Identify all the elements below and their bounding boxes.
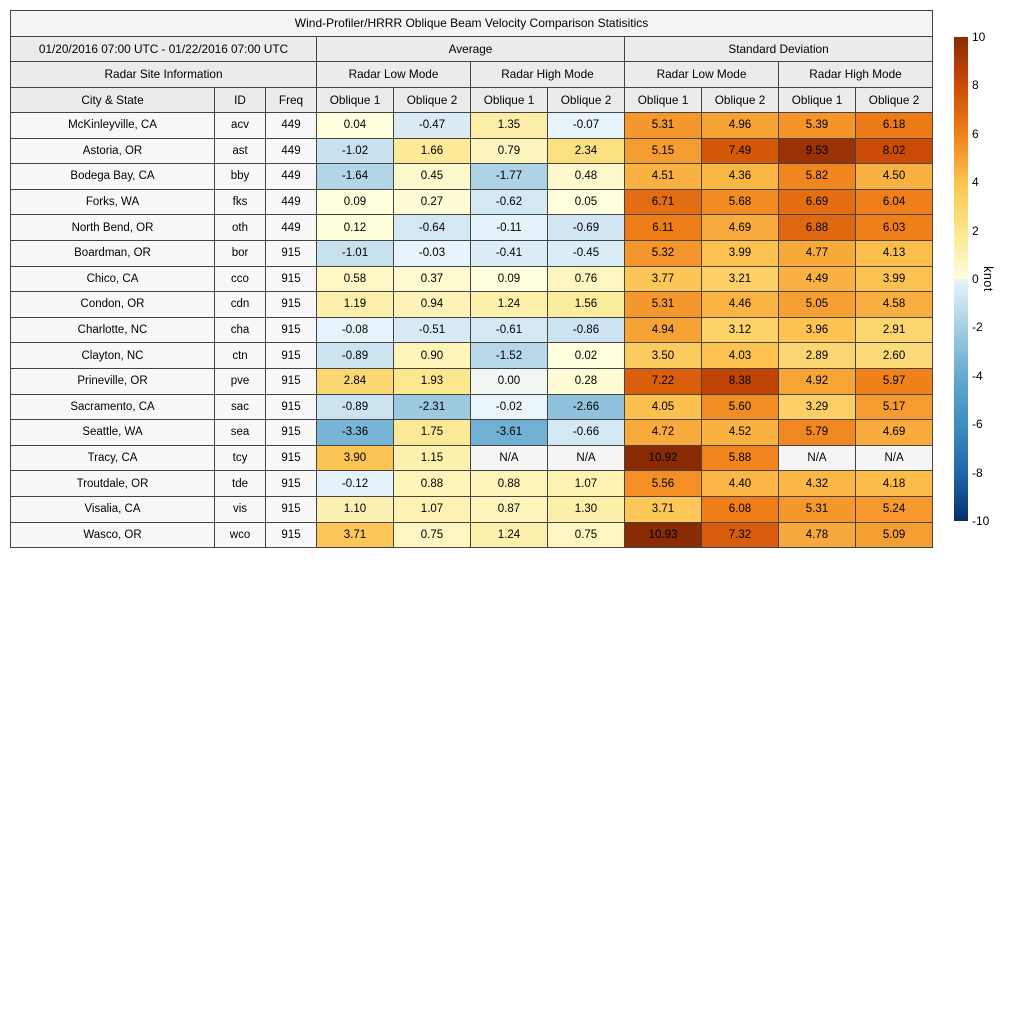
cell-city-state: Forks, WA (11, 189, 215, 215)
cell-site-id: sac (215, 394, 266, 420)
cell-city-state: McKinleyville, CA (11, 113, 215, 139)
cell-avg-high-oblique1: 0.09 (471, 266, 548, 292)
cell-city-state: North Bend, OR (11, 215, 215, 241)
table-row (11, 394, 933, 420)
cell-avg-high-oblique1: 0.79 (471, 138, 548, 164)
cell-avg-low-oblique2: -0.03 (394, 240, 471, 266)
cell-sd-high-oblique1: 4.32 (779, 471, 856, 497)
cell-avg-low-oblique1: 3.90 (317, 445, 394, 471)
cell-avg-high-oblique1: -0.41 (471, 240, 548, 266)
cell-site-id: pve (215, 368, 266, 394)
cell-city-state: Troutdale, OR (11, 471, 215, 497)
table-row (11, 496, 933, 522)
cell-sd-high-oblique1: 3.29 (779, 394, 856, 420)
cell-avg-low-oblique1: 0.58 (317, 266, 394, 292)
cell-avg-high-oblique1: 0.87 (471, 496, 548, 522)
colorbar-tick: 10 (972, 30, 986, 44)
cell-sd-low-oblique2: 4.36 (702, 164, 779, 190)
cell-sd-low-oblique2: 7.32 (702, 522, 779, 548)
table-row (11, 292, 933, 318)
cell-avg-low-oblique1: -1.01 (317, 240, 394, 266)
cell-sd-low-oblique2: 7.49 (702, 138, 779, 164)
cell-avg-low-oblique2: 0.88 (394, 471, 471, 497)
cell-sd-high-oblique2: 3.99 (856, 266, 933, 292)
cell-avg-high-oblique1: N/A (471, 445, 548, 471)
cell-avg-low-oblique2: -2.31 (394, 394, 471, 420)
cell-sd-high-oblique1: 5.05 (779, 292, 856, 318)
cell-avg-low-oblique1: -0.08 (317, 317, 394, 343)
cell-sd-low-oblique2: 4.96 (702, 113, 779, 139)
cell-avg-high-oblique2: 0.28 (548, 368, 625, 394)
cell-avg-low-oblique1: 2.84 (317, 368, 394, 394)
cell-avg-high-oblique1: -3.61 (471, 420, 548, 446)
cell-avg-low-oblique1: 0.12 (317, 215, 394, 241)
mode-header-avg-high: Radar High Mode (471, 62, 625, 88)
cell-freq: 915 (266, 471, 317, 497)
cell-avg-low-oblique1: 3.71 (317, 522, 394, 548)
cell-sd-low-oblique2: 4.69 (702, 215, 779, 241)
table-row (11, 471, 933, 497)
colorbar-tick: 2 (972, 223, 979, 238)
group-header-standard-deviation: Standard Deviation (625, 36, 933, 62)
cell-sd-high-oblique1: 6.69 (779, 189, 856, 215)
table-row (11, 368, 933, 394)
cell-site-id: bby (215, 164, 266, 190)
cell-freq: 915 (266, 496, 317, 522)
cell-sd-low-oblique1: 5.32 (625, 240, 702, 266)
cell-avg-high-oblique2: N/A (548, 445, 625, 471)
cell-sd-low-oblique2: 3.12 (702, 317, 779, 343)
col-header-oblique-1a: Oblique 1 (317, 87, 394, 113)
cell-avg-high-oblique1: -1.52 (471, 343, 548, 369)
cell-avg-high-oblique1: -0.11 (471, 215, 548, 241)
cell-site-id: sea (215, 420, 266, 446)
col-header-id: ID (215, 87, 266, 113)
cell-freq: 915 (266, 240, 317, 266)
table-title: Wind-Profiler/HRRR Oblique Beam Velocity Comparison Statisitics (11, 11, 933, 37)
mode-header-row (11, 62, 933, 88)
cell-avg-low-oblique2: 0.90 (394, 343, 471, 369)
cell-freq: 915 (266, 522, 317, 548)
col-header-city-state: City & State (11, 87, 215, 113)
cell-avg-low-oblique2: 0.45 (394, 164, 471, 190)
cell-sd-high-oblique2: 8.02 (856, 138, 933, 164)
cell-sd-low-oblique2: 3.99 (702, 240, 779, 266)
cell-sd-low-oblique1: 10.93 (625, 522, 702, 548)
col-header-oblique-2c: Oblique 2 (702, 87, 779, 113)
cell-city-state: Chico, CA (11, 266, 215, 292)
cell-sd-low-oblique1: 3.50 (625, 343, 702, 369)
cell-avg-low-oblique2: -0.47 (394, 113, 471, 139)
cell-city-state: Bodega Bay, CA (11, 164, 215, 190)
cell-avg-high-oblique2: 0.76 (548, 266, 625, 292)
col-header-oblique-2b: Oblique 2 (548, 87, 625, 113)
cell-avg-low-oblique2: 0.94 (394, 292, 471, 318)
cell-site-id: bor (215, 240, 266, 266)
cell-avg-high-oblique2: 0.02 (548, 343, 625, 369)
cell-city-state: Wasco, OR (11, 522, 215, 548)
cell-site-id: ast (215, 138, 266, 164)
cell-freq: 915 (266, 445, 317, 471)
cell-avg-low-oblique2: 0.37 (394, 266, 471, 292)
cell-freq: 915 (266, 394, 317, 420)
cell-avg-high-oblique2: 1.56 (548, 292, 625, 318)
cell-site-id: fks (215, 189, 266, 215)
table-row (11, 445, 933, 471)
cell-avg-high-oblique2: -2.66 (548, 394, 625, 420)
cell-sd-low-oblique2: 4.03 (702, 343, 779, 369)
cell-sd-low-oblique1: 5.15 (625, 138, 702, 164)
cell-sd-low-oblique2: 4.46 (702, 292, 779, 318)
cell-avg-low-oblique1: 1.10 (317, 496, 394, 522)
cell-avg-low-oblique2: 1.75 (394, 420, 471, 446)
cell-avg-high-oblique2: -0.07 (548, 113, 625, 139)
colorbar-tick: -8 (972, 465, 983, 480)
col-header-oblique-2d: Oblique 2 (856, 87, 933, 113)
cell-sd-high-oblique2: N/A (856, 445, 933, 471)
cell-avg-low-oblique1: 1.19 (317, 292, 394, 318)
cell-sd-high-oblique2: 4.18 (856, 471, 933, 497)
colorbar-tick: 6 (972, 126, 979, 141)
cell-sd-low-oblique1: 3.77 (625, 266, 702, 292)
cell-sd-high-oblique2: 4.58 (856, 292, 933, 318)
table-row (11, 164, 933, 190)
table-row (11, 420, 933, 446)
cell-freq: 449 (266, 138, 317, 164)
cell-sd-high-oblique2: 4.50 (856, 164, 933, 190)
col-header-freq: Freq (266, 87, 317, 113)
cell-freq: 915 (266, 343, 317, 369)
cell-sd-high-oblique1: 4.77 (779, 240, 856, 266)
cell-city-state: Boardman, OR (11, 240, 215, 266)
cell-sd-low-oblique1: 7.22 (625, 368, 702, 394)
cell-avg-low-oblique1: 0.04 (317, 113, 394, 139)
cell-site-id: oth (215, 215, 266, 241)
cell-sd-high-oblique1: 5.82 (779, 164, 856, 190)
cell-city-state: Clayton, NC (11, 343, 215, 369)
cell-freq: 449 (266, 164, 317, 190)
col-header-oblique-2a: Oblique 2 (394, 87, 471, 113)
cell-sd-high-oblique2: 6.18 (856, 113, 933, 139)
cell-avg-high-oblique1: -0.61 (471, 317, 548, 343)
cell-sd-high-oblique1: 5.39 (779, 113, 856, 139)
cell-sd-low-oblique2: 3.21 (702, 266, 779, 292)
group-header-average: Average (317, 36, 625, 62)
cell-avg-high-oblique1: 1.35 (471, 113, 548, 139)
date-range: 01/20/2016 07:00 UTC - 01/22/2016 07:00 UTC (11, 36, 317, 62)
colorbar-unit-label: knot (981, 266, 995, 292)
mode-header-sd-low: Radar Low Mode (625, 62, 779, 88)
cell-sd-high-oblique1: 4.78 (779, 522, 856, 548)
cell-avg-high-oblique2: -0.69 (548, 215, 625, 241)
comparison-table (10, 10, 933, 548)
table-row (11, 113, 933, 139)
table-row (11, 215, 933, 241)
cell-sd-high-oblique2: 5.97 (856, 368, 933, 394)
cell-site-id: cdn (215, 292, 266, 318)
cell-sd-high-oblique1: 9.53 (779, 138, 856, 164)
cell-sd-high-oblique1: 4.92 (779, 368, 856, 394)
cell-freq: 915 (266, 266, 317, 292)
cell-avg-low-oblique1: -1.64 (317, 164, 394, 190)
cell-site-id: cco (215, 266, 266, 292)
col-header-oblique-1c: Oblique 1 (625, 87, 702, 113)
cell-sd-high-oblique2: 5.24 (856, 496, 933, 522)
cell-sd-low-oblique1: 6.71 (625, 189, 702, 215)
cell-city-state: Seattle, WA (11, 420, 215, 446)
cell-avg-low-oblique1: 0.09 (317, 189, 394, 215)
table-row (11, 343, 933, 369)
table-row (11, 317, 933, 343)
cell-sd-low-oblique2: 4.40 (702, 471, 779, 497)
cell-city-state: Prineville, OR (11, 368, 215, 394)
cell-avg-high-oblique1: 1.24 (471, 522, 548, 548)
cell-avg-low-oblique2: 1.93 (394, 368, 471, 394)
colorbar-tick: -10 (972, 514, 990, 528)
cell-sd-high-oblique1: N/A (779, 445, 856, 471)
title-row (11, 11, 933, 37)
mode-header-avg-low: Radar Low Mode (317, 62, 471, 88)
cell-freq: 915 (266, 292, 317, 318)
cell-freq: 915 (266, 317, 317, 343)
cell-avg-low-oblique1: -0.89 (317, 394, 394, 420)
cell-site-id: tde (215, 471, 266, 497)
cell-city-state: Condon, OR (11, 292, 215, 318)
cell-sd-low-oblique2: 8.38 (702, 368, 779, 394)
cell-freq: 915 (266, 368, 317, 394)
cell-sd-low-oblique1: 4.51 (625, 164, 702, 190)
table-row (11, 189, 933, 215)
mode-header-sd-high: Radar High Mode (779, 62, 933, 88)
cell-freq: 449 (266, 113, 317, 139)
colorbar-tick: -6 (972, 417, 983, 432)
colorbar-tick: 0 (972, 272, 979, 286)
cell-avg-low-oblique2: 1.07 (394, 496, 471, 522)
col-header-oblique-1d: Oblique 1 (779, 87, 856, 113)
cell-avg-high-oblique2: 0.05 (548, 189, 625, 215)
cell-sd-low-oblique2: 6.08 (702, 496, 779, 522)
cell-sd-high-oblique2: 2.91 (856, 317, 933, 343)
cell-sd-low-oblique1: 5.31 (625, 113, 702, 139)
cell-sd-low-oblique2: 4.52 (702, 420, 779, 446)
cell-avg-high-oblique2: 2.34 (548, 138, 625, 164)
colorbar (954, 37, 968, 521)
cell-sd-high-oblique1: 4.49 (779, 266, 856, 292)
cell-sd-high-oblique2: 4.13 (856, 240, 933, 266)
cell-sd-high-oblique1: 2.89 (779, 343, 856, 369)
cell-avg-high-oblique2: 0.75 (548, 522, 625, 548)
cell-city-state: Astoria, OR (11, 138, 215, 164)
cell-sd-low-oblique1: 4.05 (625, 394, 702, 420)
cell-sd-high-oblique1: 3.96 (779, 317, 856, 343)
table-row (11, 266, 933, 292)
cell-sd-high-oblique1: 6.88 (779, 215, 856, 241)
cell-site-id: ctn (215, 343, 266, 369)
cell-sd-low-oblique1: 5.56 (625, 471, 702, 497)
section-header-radar-site-information: Radar Site Information (11, 62, 317, 88)
cell-sd-low-oblique1: 10.92 (625, 445, 702, 471)
cell-avg-low-oblique1: -0.12 (317, 471, 394, 497)
cell-city-state: Charlotte, NC (11, 317, 215, 343)
cell-sd-low-oblique1: 4.94 (625, 317, 702, 343)
cell-sd-low-oblique1: 5.31 (625, 292, 702, 318)
cell-sd-high-oblique2: 5.17 (856, 394, 933, 420)
table-row (11, 240, 933, 266)
cell-avg-high-oblique1: -0.02 (471, 394, 548, 420)
cell-avg-high-oblique1: 0.00 (471, 368, 548, 394)
cell-site-id: acv (215, 113, 266, 139)
cell-sd-high-oblique2: 6.04 (856, 189, 933, 215)
colorbar-tick: -4 (972, 368, 983, 383)
group-header-row (11, 36, 933, 62)
cell-sd-low-oblique2: 5.68 (702, 189, 779, 215)
cell-city-state: Visalia, CA (11, 496, 215, 522)
cell-sd-high-oblique1: 5.31 (779, 496, 856, 522)
cell-sd-high-oblique2: 2.60 (856, 343, 933, 369)
cell-sd-high-oblique2: 4.69 (856, 420, 933, 446)
cell-avg-low-oblique2: -0.64 (394, 215, 471, 241)
cell-sd-high-oblique1: 5.79 (779, 420, 856, 446)
cell-avg-high-oblique2: 1.30 (548, 496, 625, 522)
column-header-row (11, 87, 933, 113)
cell-sd-low-oblique1: 3.71 (625, 496, 702, 522)
cell-avg-low-oblique2: 1.15 (394, 445, 471, 471)
cell-sd-low-oblique2: 5.60 (702, 394, 779, 420)
cell-freq: 915 (266, 420, 317, 446)
table-row (11, 138, 933, 164)
cell-avg-low-oblique2: 0.75 (394, 522, 471, 548)
cell-city-state: Tracy, CA (11, 445, 215, 471)
col-header-oblique-1b: Oblique 1 (471, 87, 548, 113)
cell-avg-low-oblique1: -3.36 (317, 420, 394, 446)
cell-avg-high-oblique1: -1.77 (471, 164, 548, 190)
cell-freq: 449 (266, 215, 317, 241)
cell-sd-low-oblique1: 6.11 (625, 215, 702, 241)
cell-avg-high-oblique2: -0.66 (548, 420, 625, 446)
cell-avg-low-oblique1: -1.02 (317, 138, 394, 164)
cell-freq: 449 (266, 189, 317, 215)
colorbar-tick: 8 (972, 78, 979, 93)
cell-avg-low-oblique2: -0.51 (394, 317, 471, 343)
cell-city-state: Sacramento, CA (11, 394, 215, 420)
cell-avg-low-oblique2: 0.27 (394, 189, 471, 215)
cell-sd-low-oblique2: 5.88 (702, 445, 779, 471)
cell-site-id: cha (215, 317, 266, 343)
cell-sd-low-oblique1: 4.72 (625, 420, 702, 446)
cell-sd-high-oblique2: 6.03 (856, 215, 933, 241)
cell-avg-high-oblique1: -0.62 (471, 189, 548, 215)
table-row (11, 522, 933, 548)
cell-avg-high-oblique1: 1.24 (471, 292, 548, 318)
cell-site-id: tcy (215, 445, 266, 471)
cell-sd-high-oblique2: 5.09 (856, 522, 933, 548)
cell-avg-high-oblique2: 0.48 (548, 164, 625, 190)
cell-avg-low-oblique1: -0.89 (317, 343, 394, 369)
cell-avg-low-oblique2: 1.66 (394, 138, 471, 164)
colorbar-tick: -2 (972, 320, 983, 335)
cell-avg-high-oblique1: 0.88 (471, 471, 548, 497)
cell-site-id: wco (215, 522, 266, 548)
colorbar-tick: 4 (972, 175, 979, 190)
cell-avg-high-oblique2: -0.45 (548, 240, 625, 266)
cell-avg-high-oblique2: -0.86 (548, 317, 625, 343)
cell-site-id: vis (215, 496, 266, 522)
cell-avg-high-oblique2: 1.07 (548, 471, 625, 497)
